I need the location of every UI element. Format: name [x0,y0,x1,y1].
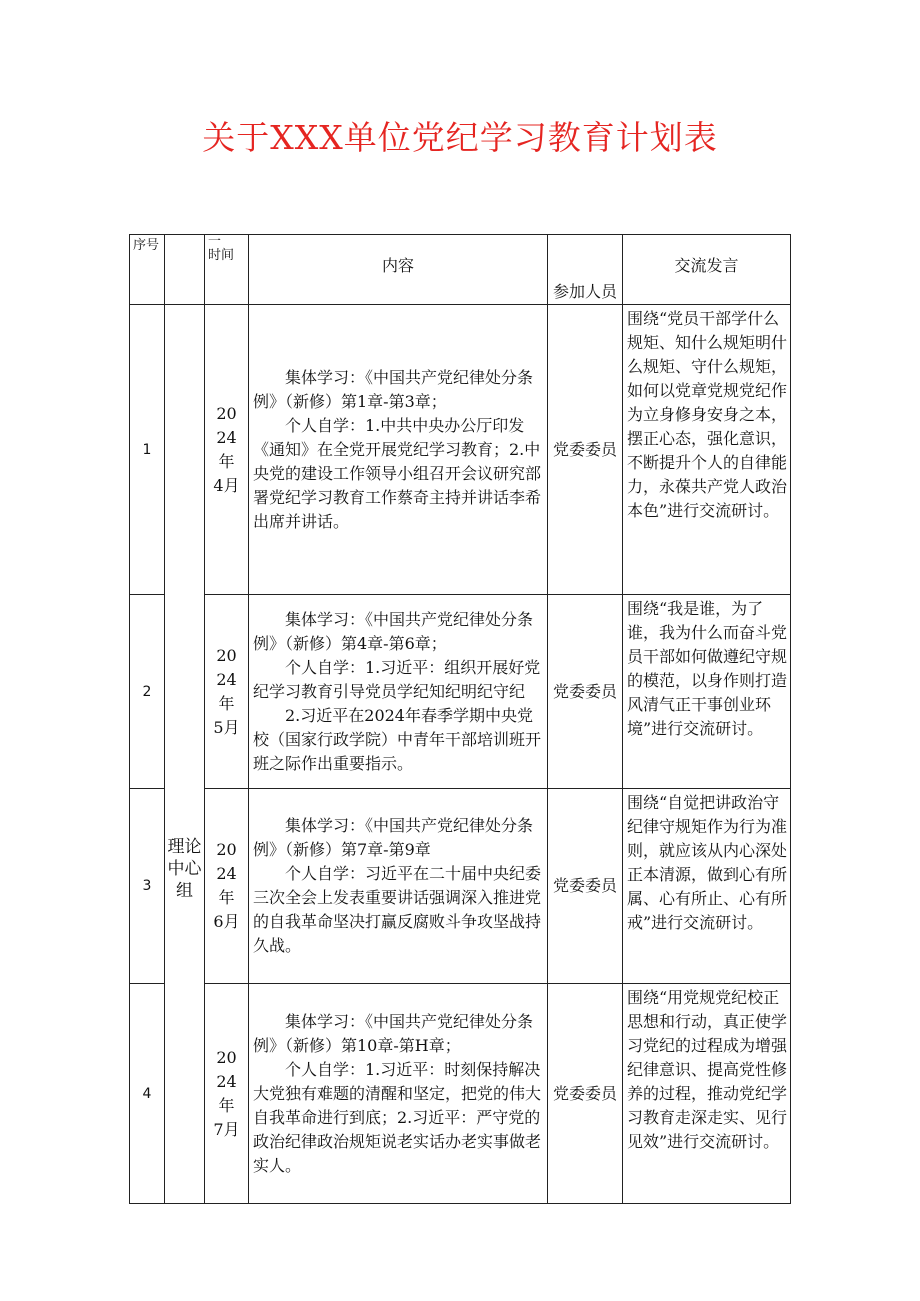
row-participants: 党委委员 [548,789,623,984]
time-part: 年 [218,888,235,907]
row-speech: 围绕“党员干部学什么规矩、知什么规矩明什么规矩、守什么规矩，如何以党章党规党纪作为立身修身安身之本，摆正心态，强化意识，不断提升个人的自律能力，永葆共产党人政治本色”进行交流研讨。 [623,305,791,595]
time-part: 6月 [213,912,240,931]
row-seq: 2 [130,595,165,789]
header-dash: 一 [208,234,222,249]
time-part: 24 [216,669,237,689]
row-speech: 围绕“用党规党纪校正思想和行动，真正使学习党纪的过程成为增强纪律意识、提高党性修养的过程，推动党纪学习教育走深走实、见行见效”进行交流研讨。 [623,984,791,1204]
group-cell [165,305,205,1204]
content-paragraph: 集体学习：《中国共产党纪律处分条例》（新修）第10章-第H章； [253,1011,534,1055]
header-seq: 序号 [130,235,165,305]
content-paragraph: 个人自学：1.习近平：时刻保持解决大党独有难题的清醒和坚定，把党的伟大自我革命进行到底；2.习近平：严守党的政治纪律政治规矩说老实话办老实事做老实人。 [253,1059,542,1175]
row-seq: 4 [130,984,165,1204]
row-participants: 党委委员 [548,305,623,595]
content-paragraph: 个人自学：习近平在二十届中央纪委三次全会上发表重要讲话强调深入推进党的自我革命坚决打赢反腐败斗争攻坚战持久战。 [253,864,542,955]
time-part: 年 [218,693,235,713]
time-part: 24 [216,427,237,447]
row-content [249,595,548,789]
row-participants: 党委委员 [548,984,623,1204]
page-title: 关于XXX单位党纪学习教育计划表 [202,118,718,157]
row-speech: 围绕“我是谁，为了谁，我为什么而奋斗党员干部如何做遵纪守规的模范，以身作则打造风清气正干事创业环境”进行交流研讨。 [623,595,791,789]
time-part: 20 [216,645,237,665]
time-part: 4月 [213,475,240,495]
row-time [205,984,249,1204]
time-part: 20 [216,403,237,423]
header-group [165,235,205,305]
time-part: 年 [218,451,235,471]
row-time [205,305,249,595]
time-part: 7月 [213,1119,240,1139]
header-participants: 参加人员 [548,235,623,305]
content-paragraph: 集体学习：《中国共产党纪律处分条例》（新修）第4章-第6章； [253,609,534,653]
header-row [130,235,791,305]
header-content: 内容 [249,235,548,305]
table-row [130,305,791,595]
row-content [249,984,548,1204]
row-participants: 党委委员 [548,595,623,789]
table-row [130,984,791,1204]
content-paragraph: 个人自学：1.中共中央办公厅印发《通知》在全党开展党纪学习教育；2.中央党的建设工作领导小组召开会议研究部署党纪学习教育工作蔡奇主持并讲话李希出席并讲话。 [253,415,542,531]
row-content [249,305,548,595]
content-paragraph: 2.习近平在2024年春季学期中央党校（国家行政学院）中青年干部培训班开班之际作出重要指示。 [253,705,542,773]
row-seq: 1 [130,305,165,595]
time-part: 年 [218,1095,235,1115]
header-time [205,235,249,305]
table-row [130,595,791,789]
content-paragraph: 集体学习：《中国共产党纪律处分条例》（新修）第1章-第3章； [253,367,534,411]
table-row [130,789,791,984]
row-time [205,789,249,984]
row-time [205,595,249,789]
plan-table [129,234,791,1204]
content-paragraph: 个人自学：1.习近平：组织开展好党纪学习教育引导党员学纪知纪明纪守纪 [253,657,541,701]
content-paragraph: 集体学习：《中国共产党纪律处分条例》（新修）第7章-第9章 [253,816,534,859]
time-part: 20 [216,1047,237,1067]
header-time-label: 时间 [208,248,235,263]
row-content [249,789,548,984]
time-part: 24 [216,864,237,883]
time-part: 5月 [213,717,240,737]
header-speech: 交流发言 [623,235,791,305]
row-seq: 3 [130,789,165,984]
time-part: 20 [216,840,237,859]
group-label: 理论中心组 [167,837,202,901]
row-speech: 围绕“自觉把讲政治守纪律守规矩作为行为准则，就应该从内心深处正本清源，做到心有所属、心有所止、心有所戒”进行交流研讨。 [623,789,791,984]
time-part: 24 [216,1071,237,1091]
